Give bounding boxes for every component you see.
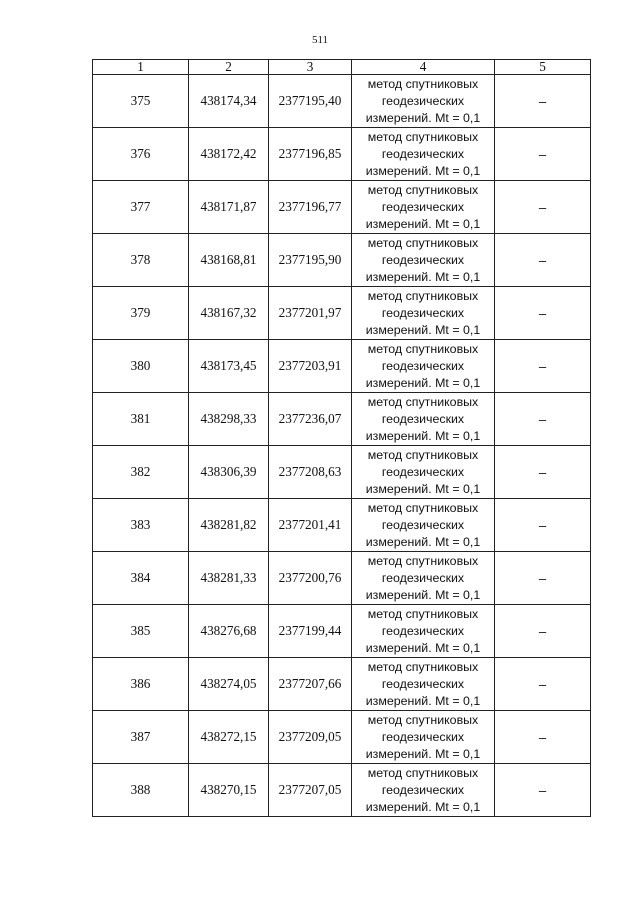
method-line: геодезических [381,517,465,532]
method-line: геодезических [381,146,465,161]
point-number-cell: 382 [93,446,189,499]
method-cell [352,764,495,817]
y-coordinate-cell: 2377196,77 [269,181,352,234]
note-cell: – [495,499,591,552]
method-cell [352,75,495,128]
method-cell [352,552,495,605]
method-line: измерений. Mt = 0,1 [365,587,481,602]
x-coordinate-cell: 438274,05 [189,658,269,711]
point-number-cell: 381 [93,393,189,446]
note-cell: – [495,711,591,764]
y-coordinate-cell: 2377199,44 [269,605,352,658]
x-coordinate-cell: 438276,68 [189,605,269,658]
x-coordinate-cell: 438281,33 [189,552,269,605]
method-line: измерений. Mt = 0,1 [365,693,481,708]
x-coordinate-cell: 438168,81 [189,234,269,287]
method-line: геодезических [381,199,465,214]
method-line: метод спутниковых [367,553,479,568]
x-coordinate-cell: 438172,42 [189,128,269,181]
method-line: измерений. Mt = 0,1 [365,640,481,655]
y-coordinate-cell: 2377195,40 [269,75,352,128]
method-line: метод спутниковых [367,500,479,515]
method-cell [352,446,495,499]
method-line: геодезических [381,93,465,108]
x-coordinate-cell: 438171,87 [189,181,269,234]
method-line: метод спутниковых [367,765,479,780]
point-number-cell: 387 [93,711,189,764]
table-row [93,552,591,605]
method-line: метод спутниковых [367,447,479,462]
table-row [93,605,591,658]
method-line: метод спутниковых [367,288,479,303]
method-cell [352,393,495,446]
y-coordinate-cell: 2377207,05 [269,764,352,817]
method-cell [352,499,495,552]
note-cell: – [495,181,591,234]
method-line: метод спутниковых [367,606,479,621]
table-row [93,287,591,340]
method-line: измерений. Mt = 0,1 [365,481,481,496]
y-coordinate-cell: 2377207,66 [269,658,352,711]
table-row [93,340,591,393]
table-row [93,711,591,764]
point-number-cell: 384 [93,552,189,605]
point-number-cell: 378 [93,234,189,287]
method-line: измерений. Mt = 0,1 [365,799,481,814]
method-cell [352,605,495,658]
method-cell [352,234,495,287]
method-line: метод спутниковых [367,235,479,250]
point-number-cell: 388 [93,764,189,817]
y-coordinate-cell: 2377196,85 [269,128,352,181]
x-coordinate-cell: 438272,15 [189,711,269,764]
point-number-cell: 383 [93,499,189,552]
note-cell: – [495,764,591,817]
point-number-cell: 385 [93,605,189,658]
x-coordinate-cell: 438306,39 [189,446,269,499]
y-coordinate-cell: 2377200,76 [269,552,352,605]
column-header: 2 [189,60,269,75]
method-line: измерений. Mt = 0,1 [365,746,481,761]
table-row [93,75,591,128]
table-row [93,764,591,817]
note-cell: – [495,446,591,499]
method-line: геодезических [381,411,465,426]
method-line: измерений. Mt = 0,1 [365,322,481,337]
y-coordinate-cell: 2377201,41 [269,499,352,552]
method-cell [352,128,495,181]
point-number-cell: 386 [93,658,189,711]
page-number: 511 [311,34,329,46]
note-cell: – [495,128,591,181]
note-cell: – [495,552,591,605]
method-line: измерений. Mt = 0,1 [365,216,481,231]
x-coordinate-cell: 438298,33 [189,393,269,446]
table-header-row [93,60,591,75]
note-cell: – [495,658,591,711]
method-cell [352,181,495,234]
method-line: измерений. Mt = 0,1 [365,534,481,549]
x-coordinate-cell: 438167,32 [189,287,269,340]
method-line: измерений. Mt = 0,1 [365,110,481,125]
point-number-cell: 375 [93,75,189,128]
column-header: 4 [352,60,495,75]
method-line: метод спутниковых [367,341,479,356]
method-line: геодезических [381,729,465,744]
method-line: измерений. Mt = 0,1 [365,428,481,443]
column-header: 1 [93,60,189,75]
x-coordinate-cell: 438174,34 [189,75,269,128]
table-row [93,128,591,181]
method-line: геодезических [381,676,465,691]
method-line: метод спутниковых [367,394,479,409]
x-coordinate-cell: 438281,82 [189,499,269,552]
method-cell [352,340,495,393]
point-number-cell: 376 [93,128,189,181]
column-header: 5 [495,60,591,75]
column-header: 3 [269,60,352,75]
note-cell: – [495,234,591,287]
note-cell: – [495,605,591,658]
method-line: измерений. Mt = 0,1 [365,269,481,284]
method-line: метод спутниковых [367,182,479,197]
method-line: метод спутниковых [367,659,479,674]
method-line: геодезических [381,358,465,373]
point-number-cell: 379 [93,287,189,340]
point-number-cell: 380 [93,340,189,393]
method-line: измерений. Mt = 0,1 [365,375,481,390]
table-row [93,446,591,499]
method-cell [352,658,495,711]
table-row [93,393,591,446]
note-cell: – [495,287,591,340]
x-coordinate-cell: 438270,15 [189,764,269,817]
y-coordinate-cell: 2377208,63 [269,446,352,499]
coordinates-table [92,59,591,817]
note-cell: – [495,393,591,446]
y-coordinate-cell: 2377236,07 [269,393,352,446]
method-line: метод спутниковых [367,76,479,91]
method-cell [352,711,495,764]
method-line: геодезических [381,570,465,585]
method-line: геодезических [381,252,465,267]
method-cell [352,287,495,340]
y-coordinate-cell: 2377201,97 [269,287,352,340]
note-cell: – [495,340,591,393]
y-coordinate-cell: 2377203,91 [269,340,352,393]
y-coordinate-cell: 2377195,90 [269,234,352,287]
method-line: измерений. Mt = 0,1 [365,163,481,178]
method-line: геодезических [381,782,465,797]
table-row [93,499,591,552]
method-line: метод спутниковых [367,129,479,144]
method-line: геодезических [381,623,465,638]
table-row [93,234,591,287]
point-number-cell: 377 [93,181,189,234]
table-row [93,181,591,234]
table-row [93,658,591,711]
y-coordinate-cell: 2377209,05 [269,711,352,764]
x-coordinate-cell: 438173,45 [189,340,269,393]
method-line: геодезических [381,305,465,320]
note-cell: – [495,75,591,128]
method-line: геодезических [381,464,465,479]
method-line: метод спутниковых [367,712,479,727]
